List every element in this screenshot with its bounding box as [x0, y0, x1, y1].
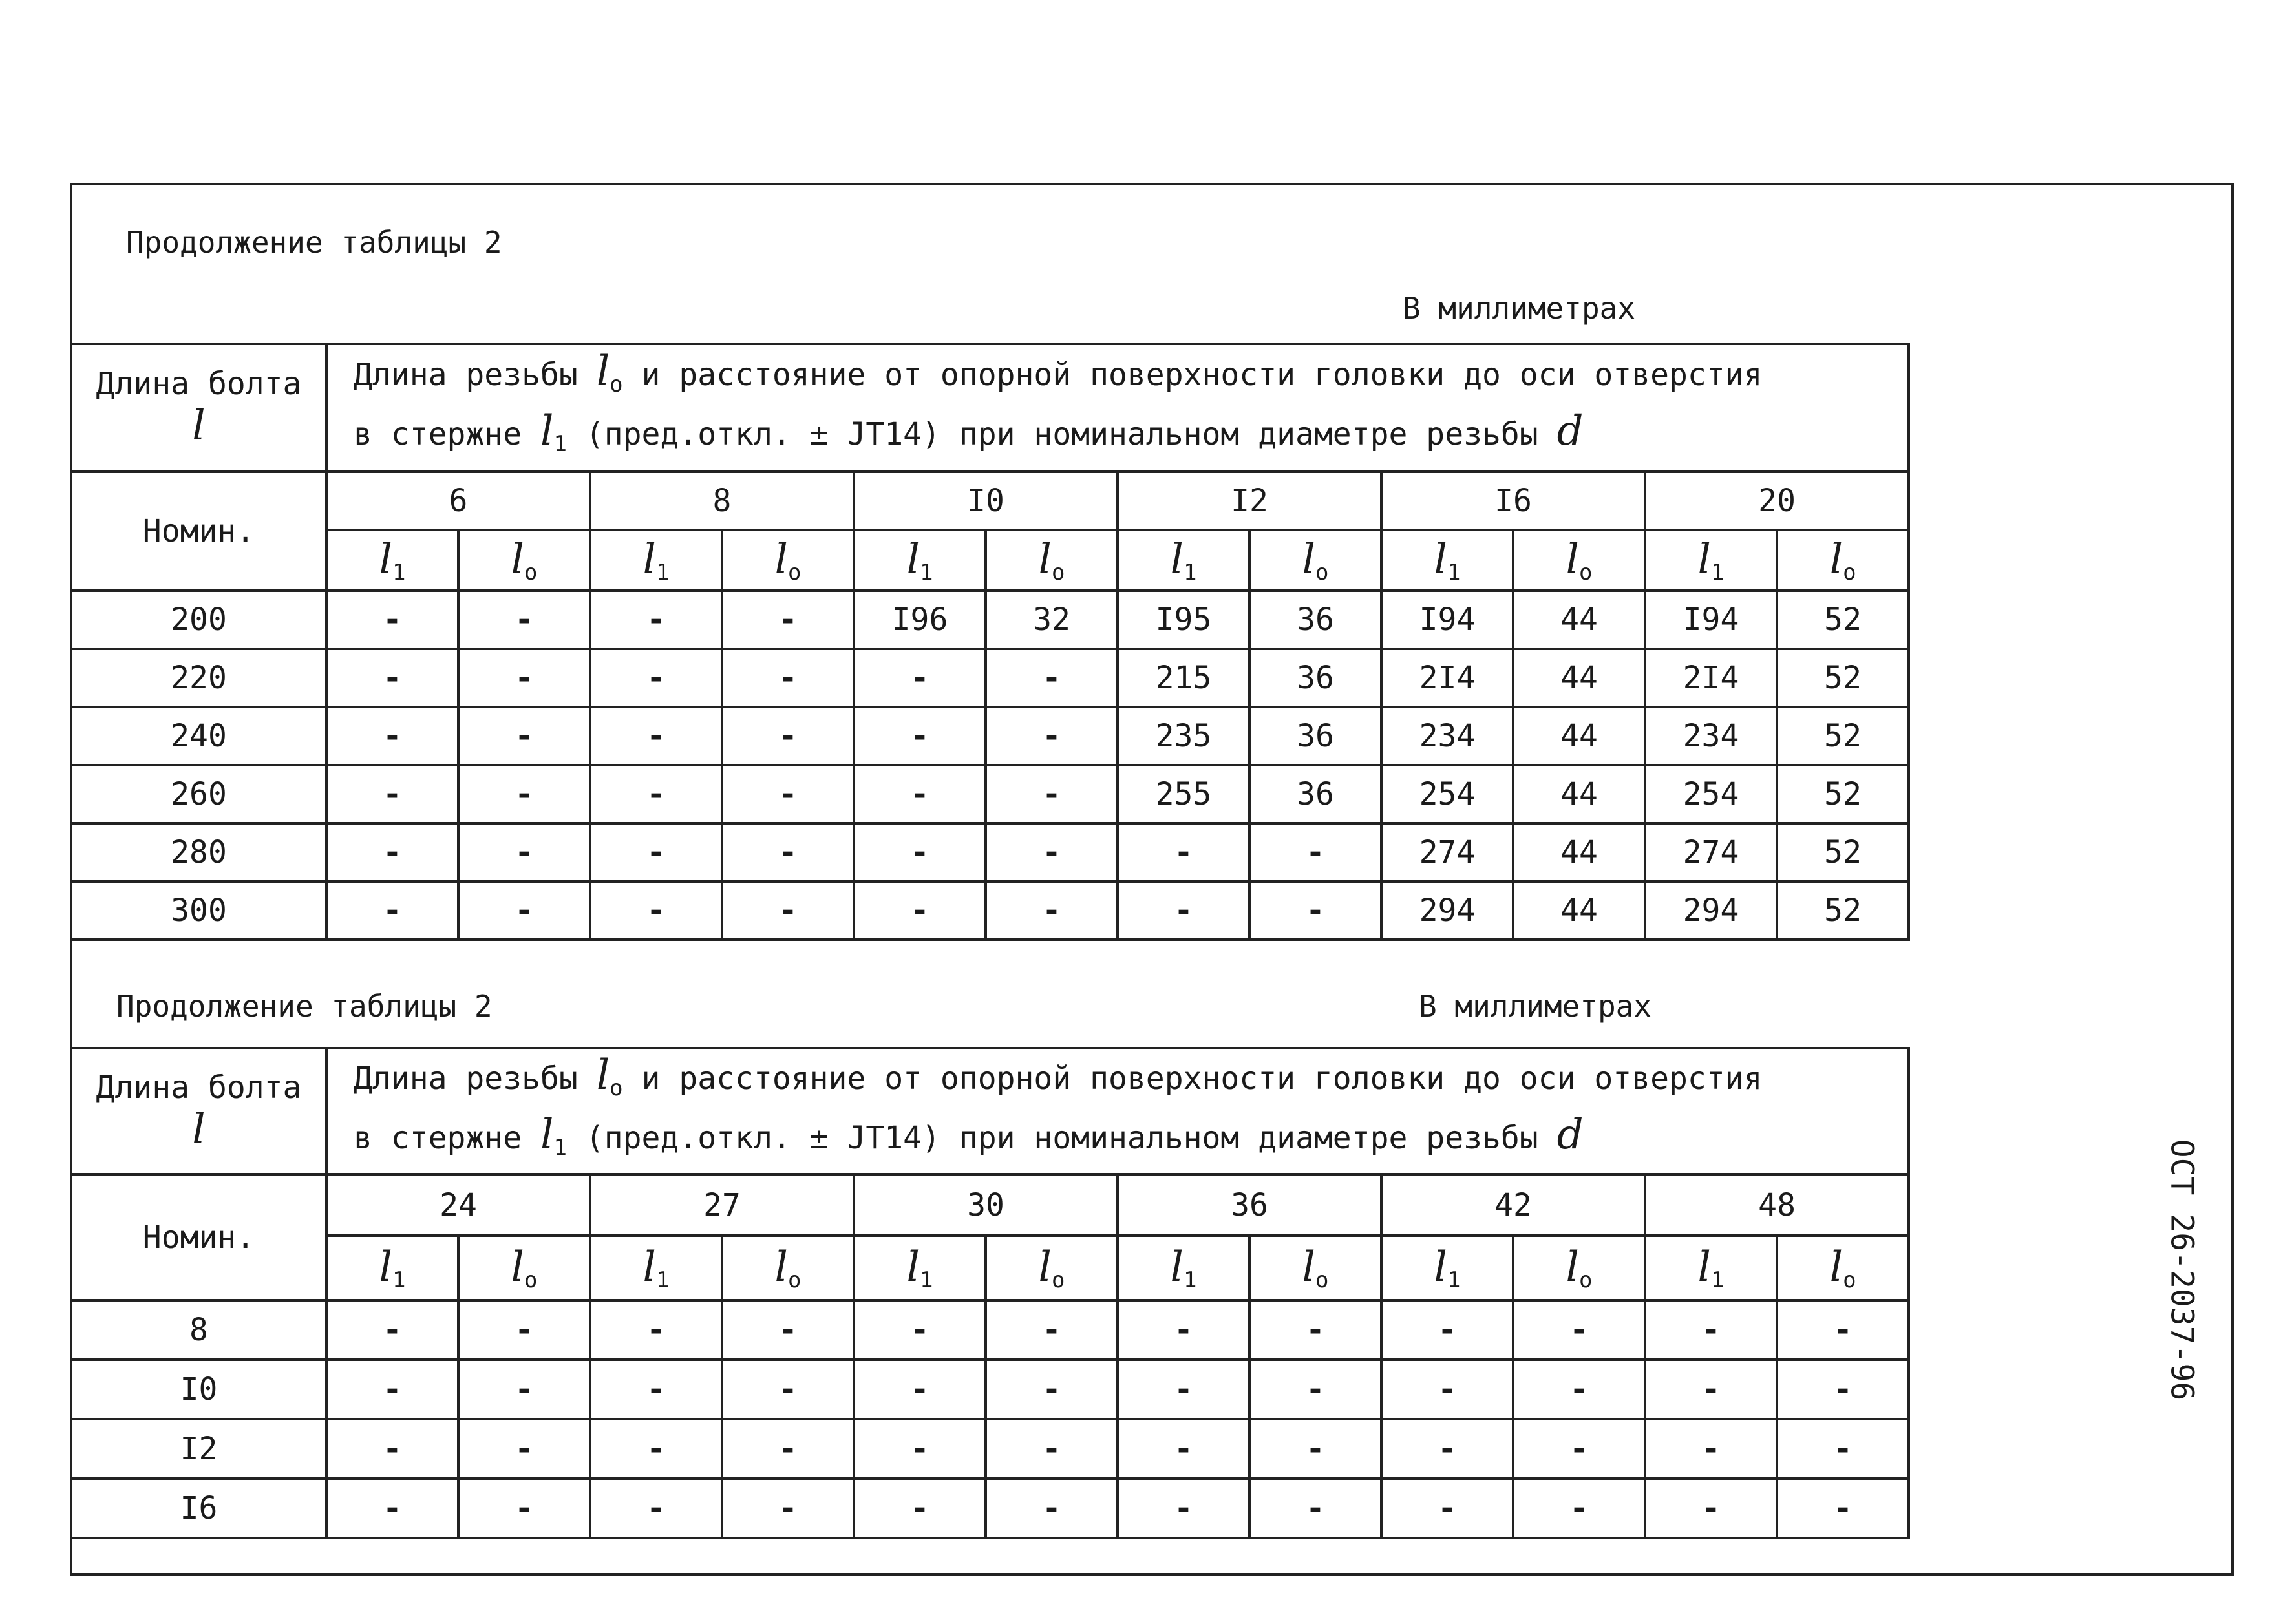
- l0-value-cell: -: [986, 649, 1118, 707]
- l0-value-cell: -: [458, 591, 590, 649]
- nominal-length-cell: 8: [71, 1300, 326, 1360]
- l1-value-cell: -: [590, 881, 722, 940]
- l1-value-cell: -: [1118, 823, 1249, 881]
- l1-value-cell: -: [1645, 1419, 1777, 1479]
- description-text: и расстояние от опорной поверхности головки до оси отверстия: [641, 357, 1763, 393]
- l0-value-cell: 32: [986, 591, 1118, 649]
- l1-value-cell: I94: [1645, 591, 1777, 649]
- l1-subheader: $l_1$: [1645, 1236, 1777, 1300]
- section-2-units: В миллиметрах: [1419, 989, 1652, 1024]
- l0-value-cell: -: [1513, 1360, 1645, 1419]
- d-symbol: d: [1556, 407, 1584, 455]
- l1-value-cell: 2I4: [1381, 649, 1513, 707]
- l1-value-cell: 294: [1381, 881, 1513, 940]
- l0-value-cell: -: [458, 1479, 590, 1538]
- diameter-header: I6: [1381, 472, 1645, 530]
- l1-value-cell: -: [854, 1479, 986, 1538]
- nominal-header: Номин.: [71, 472, 326, 591]
- l1-value-cell: -: [1118, 1419, 1249, 1479]
- l0-value-cell: -: [458, 823, 590, 881]
- description-text: (пред.откл. ± JT14) при номинальном диаметре резьбы: [585, 1119, 1538, 1156]
- section-2-caption: Продолжение таблицы 2: [116, 989, 493, 1024]
- l0-value-cell: 44: [1513, 765, 1645, 823]
- l0-value-cell: 52: [1777, 591, 1909, 649]
- l1-value-cell: I94: [1381, 591, 1513, 649]
- l0-value-cell: -: [458, 1300, 590, 1360]
- l0-value-cell: -: [722, 765, 854, 823]
- diameter-header: 30: [854, 1174, 1118, 1236]
- l1-value-cell: -: [854, 707, 986, 765]
- l0-subheader: $l_o$: [986, 530, 1118, 591]
- diameter-header: 8: [590, 472, 854, 530]
- nominal-length-cell: 300: [71, 881, 326, 940]
- l0-value-cell: -: [458, 765, 590, 823]
- l1-value-cell: -: [326, 707, 458, 765]
- l1-subheader: $l_1$: [854, 1236, 986, 1300]
- l0-symbol: l: [596, 1051, 610, 1099]
- section-1-body: [71, 591, 1909, 940]
- l0-value-cell: -: [986, 707, 1118, 765]
- l0-value-cell: 44: [1513, 591, 1645, 649]
- diameter-header: 24: [326, 1174, 590, 1236]
- table-row: [71, 1300, 1909, 1360]
- l1-value-cell: -: [1381, 1419, 1513, 1479]
- l1-subheader: $l_1$: [854, 530, 986, 591]
- l1-value-cell: -: [590, 823, 722, 881]
- diameter-header: 6: [326, 472, 590, 530]
- l0-value-cell: -: [458, 707, 590, 765]
- bolt-length-header: [71, 1048, 326, 1174]
- l1-value-cell: -: [590, 649, 722, 707]
- l0-value-cell: -: [458, 1419, 590, 1479]
- l0-value-cell: 36: [1249, 707, 1381, 765]
- l0-value-cell: -: [722, 649, 854, 707]
- l0-value-cell: -: [1249, 881, 1381, 940]
- l1-value-cell: -: [1381, 1300, 1513, 1360]
- bolt-length-symbol: l: [192, 1105, 206, 1154]
- l0-value-cell: -: [458, 1360, 590, 1419]
- l1-value-cell: I96: [854, 591, 986, 649]
- diameter-header: 20: [1645, 472, 1909, 530]
- diameter-header: 48: [1645, 1174, 1909, 1236]
- table-row: [71, 707, 1909, 765]
- l0-subheader: $l_o$: [1777, 530, 1909, 591]
- l0-subscript: o: [610, 372, 623, 397]
- l0-value-cell: -: [986, 1300, 1118, 1360]
- l1-value-cell: 215: [1118, 649, 1249, 707]
- diameter-header: I0: [854, 472, 1118, 530]
- l0-value-cell: -: [722, 707, 854, 765]
- bolt-length-label: Длина болта: [96, 1069, 302, 1106]
- subheader-row: [71, 1236, 1909, 1300]
- l1-value-cell: -: [854, 881, 986, 940]
- table-row: [71, 765, 1909, 823]
- diameter-header: I2: [1118, 472, 1381, 530]
- l0-value-cell: -: [986, 823, 1118, 881]
- diameter-header: 42: [1381, 1174, 1645, 1236]
- l0-value-cell: -: [1777, 1419, 1909, 1479]
- description-text: в стержне: [354, 416, 522, 452]
- nominal-length-cell: 260: [71, 765, 326, 823]
- section-1-units: В миллиметрах: [1403, 291, 1636, 326]
- l1-value-cell: -: [854, 823, 986, 881]
- bolt-length-symbol: l: [192, 402, 206, 450]
- l1-subscript: 1: [553, 431, 567, 457]
- l0-value-cell: -: [1249, 823, 1381, 881]
- l0-value-cell: -: [1777, 1479, 1909, 1538]
- l1-value-cell: -: [326, 1419, 458, 1479]
- table-row: [71, 1419, 1909, 1479]
- l1-value-cell: -: [854, 765, 986, 823]
- diameter-header: 27: [590, 1174, 854, 1236]
- l0-value-cell: -: [986, 881, 1118, 940]
- l0-value-cell: -: [986, 765, 1118, 823]
- l0-value-cell: 36: [1249, 649, 1381, 707]
- l1-value-cell: 234: [1645, 707, 1777, 765]
- l0-value-cell: -: [986, 1419, 1118, 1479]
- description-text: (пред.откл. ± JT14) при номинальном диаметре резьбы: [585, 416, 1538, 452]
- l1-subscript: 1: [553, 1134, 567, 1161]
- l1-value-cell: -: [326, 591, 458, 649]
- l1-value-cell: -: [590, 1419, 722, 1479]
- l0-value-cell: -: [986, 1479, 1118, 1538]
- l0-value-cell: -: [1249, 1419, 1381, 1479]
- nominal-length-cell: I6: [71, 1479, 326, 1538]
- l1-subheader: $l_1$: [590, 530, 722, 591]
- l1-subheader: $l_1$: [590, 1236, 722, 1300]
- l0-value-cell: 44: [1513, 823, 1645, 881]
- l0-value-cell: -: [458, 649, 590, 707]
- l0-value-cell: -: [1513, 1479, 1645, 1538]
- nominal-header: Номин.: [71, 1174, 326, 1300]
- l1-value-cell: 254: [1381, 765, 1513, 823]
- l1-value-cell: -: [1645, 1300, 1777, 1360]
- l0-subheader: $l_o$: [1513, 1236, 1645, 1300]
- l1-value-cell: -: [326, 881, 458, 940]
- l0-value-cell: 44: [1513, 649, 1645, 707]
- l1-value-cell: -: [1381, 1479, 1513, 1538]
- l1-value-cell: -: [326, 823, 458, 881]
- l0-symbol: l: [596, 348, 610, 395]
- l1-value-cell: -: [1118, 881, 1249, 940]
- description-text: Длина резьбы: [354, 1060, 578, 1097]
- l1-value-cell: -: [590, 1479, 722, 1538]
- l1-symbol: l: [540, 407, 554, 455]
- l1-value-cell: -: [590, 765, 722, 823]
- l1-value-cell: -: [854, 1300, 986, 1360]
- l1-value-cell: -: [326, 765, 458, 823]
- nominal-length-cell: 200: [71, 591, 326, 649]
- l1-value-cell: -: [854, 1360, 986, 1419]
- nominal-length-cell: I0: [71, 1360, 326, 1419]
- l1-value-cell: -: [326, 1360, 458, 1419]
- l0-value-cell: -: [1777, 1300, 1909, 1360]
- table-row: [71, 881, 1909, 940]
- l1-value-cell: -: [590, 1300, 722, 1360]
- l0-value-cell: -: [722, 1419, 854, 1479]
- l0-value-cell: 52: [1777, 823, 1909, 881]
- l0-subheader: $l_o$: [1777, 1236, 1909, 1300]
- l1-subheader: $l_1$: [1381, 1236, 1513, 1300]
- l1-subheader: $l_1$: [326, 530, 458, 591]
- l0-subheader: $l_o$: [1249, 1236, 1381, 1300]
- l1-value-cell: -: [326, 1300, 458, 1360]
- l0-subheader: $l_o$: [722, 1236, 854, 1300]
- l0-subheader: $l_o$: [986, 1236, 1118, 1300]
- l1-value-cell: -: [854, 1419, 986, 1479]
- d-symbol: d: [1556, 1110, 1584, 1159]
- l1-value-cell: -: [854, 649, 986, 707]
- nominal-length-cell: 220: [71, 649, 326, 707]
- document-code-text: ОСТ 26-2037-96: [2163, 1139, 2200, 1401]
- diameter-header: 36: [1118, 1174, 1381, 1236]
- l1-symbol: l: [540, 1110, 554, 1159]
- l0-value-cell: -: [1249, 1360, 1381, 1419]
- l0-value-cell: -: [722, 591, 854, 649]
- l1-subheader: $l_1$: [326, 1236, 458, 1300]
- description-cell: [326, 1048, 1909, 1174]
- table-row: [71, 1479, 1909, 1538]
- l0-subheader: $l_o$: [458, 530, 590, 591]
- l0-value-cell: -: [722, 1479, 854, 1538]
- l0-value-cell: -: [1249, 1479, 1381, 1538]
- l0-value-cell: 44: [1513, 707, 1645, 765]
- l1-value-cell: -: [590, 591, 722, 649]
- section-2-table: [70, 1047, 1910, 1539]
- l1-value-cell: 2I4: [1645, 649, 1777, 707]
- l1-value-cell: 254: [1645, 765, 1777, 823]
- l1-value-cell: -: [1645, 1479, 1777, 1538]
- l1-subheader: $l_1$: [1381, 530, 1513, 591]
- l0-value-cell: -: [986, 1360, 1118, 1419]
- l0-value-cell: -: [722, 881, 854, 940]
- l0-value-cell: -: [1249, 1300, 1381, 1360]
- section-2-body: [71, 1300, 1909, 1538]
- document-code: [2130, 1134, 2233, 1406]
- l1-value-cell: -: [1118, 1360, 1249, 1419]
- l0-subscript: o: [610, 1075, 623, 1101]
- l0-subheader: $l_o$: [722, 530, 854, 591]
- l1-value-cell: -: [590, 1360, 722, 1419]
- nominal-length-cell: I2: [71, 1419, 326, 1479]
- l1-subheader: $l_1$: [1118, 1236, 1249, 1300]
- l0-value-cell: -: [1513, 1300, 1645, 1360]
- l0-value-cell: 44: [1513, 881, 1645, 940]
- l0-value-cell: -: [1777, 1360, 1909, 1419]
- l1-subheader: $l_1$: [1645, 530, 1777, 591]
- l1-value-cell: -: [1118, 1300, 1249, 1360]
- table-row: [71, 1360, 1909, 1419]
- l0-value-cell: 52: [1777, 649, 1909, 707]
- l1-value-cell: -: [326, 1479, 458, 1538]
- section-1-caption: Продолжение таблицы 2: [126, 225, 502, 260]
- section-1-table: [70, 343, 1910, 941]
- l1-value-cell: -: [326, 649, 458, 707]
- subheader-row: [71, 530, 1909, 591]
- l1-value-cell: -: [1118, 1479, 1249, 1538]
- description-text: в стержне: [354, 1119, 522, 1156]
- l0-subheader: $l_o$: [1249, 530, 1381, 591]
- table-row: [71, 823, 1909, 881]
- l1-value-cell: 235: [1118, 707, 1249, 765]
- l0-value-cell: 36: [1249, 765, 1381, 823]
- nominal-length-cell: 280: [71, 823, 326, 881]
- l1-subheader: $l_1$: [1118, 530, 1249, 591]
- l0-value-cell: 52: [1777, 707, 1909, 765]
- l1-value-cell: 294: [1645, 881, 1777, 940]
- nominal-length-cell: 240: [71, 707, 326, 765]
- l1-value-cell: 274: [1381, 823, 1513, 881]
- l0-value-cell: 36: [1249, 591, 1381, 649]
- description-text: и расстояние от опорной поверхности головки до оси отверстия: [641, 1060, 1763, 1097]
- bolt-length-header: [71, 344, 326, 472]
- table-row: [71, 591, 1909, 649]
- l0-subheader: $l_o$: [458, 1236, 590, 1300]
- table-row: [71, 649, 1909, 707]
- description-text: Длина резьбы: [354, 357, 578, 393]
- l1-value-cell: 274: [1645, 823, 1777, 881]
- l0-value-cell: 52: [1777, 881, 1909, 940]
- l1-value-cell: 234: [1381, 707, 1513, 765]
- l0-subheader: $l_o$: [1513, 530, 1645, 591]
- l1-value-cell: -: [1645, 1360, 1777, 1419]
- l1-value-cell: 255: [1118, 765, 1249, 823]
- l0-value-cell: -: [722, 1300, 854, 1360]
- l1-value-cell: -: [590, 707, 722, 765]
- description-cell: [326, 344, 1909, 472]
- l0-value-cell: -: [1513, 1419, 1645, 1479]
- bolt-length-label: Длина болта: [96, 366, 302, 402]
- l0-value-cell: -: [722, 823, 854, 881]
- l0-value-cell: -: [722, 1360, 854, 1419]
- l0-value-cell: 52: [1777, 765, 1909, 823]
- l1-value-cell: I95: [1118, 591, 1249, 649]
- l0-value-cell: -: [458, 881, 590, 940]
- l1-value-cell: -: [1381, 1360, 1513, 1419]
